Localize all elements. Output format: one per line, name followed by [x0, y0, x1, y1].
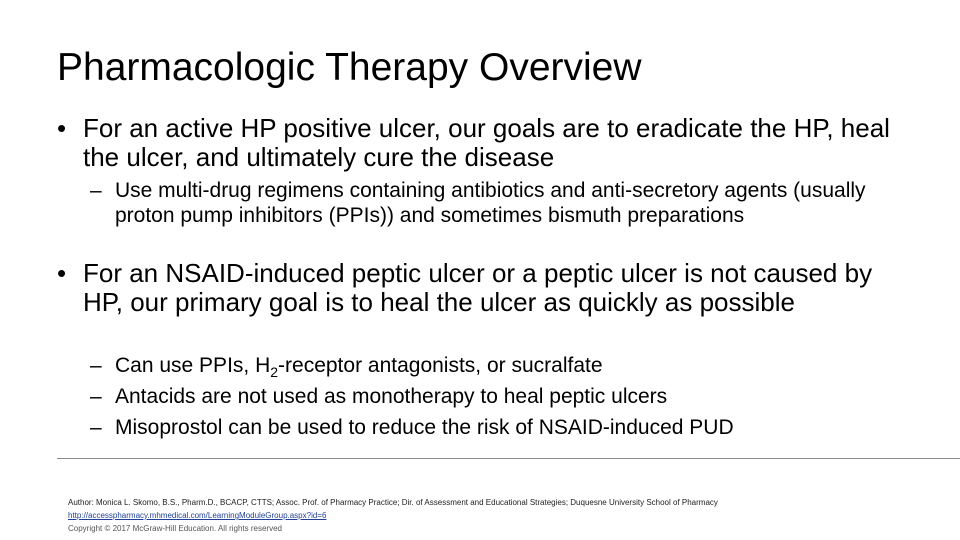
- footer-copyright: Copyright © 2017 McGraw-Hill Education. All rights reserved: [68, 524, 282, 533]
- sub-bullet-text-pre: Can use PPIs, H: [115, 354, 271, 377]
- sub-bullet-item-2-2: [90, 381, 890, 412]
- sub-bullet-item-2-3: [90, 412, 890, 443]
- sub-bullet-item-2-1: [90, 350, 890, 381]
- sub-bullet-marker: –: [90, 354, 102, 377]
- footer-divider: [57, 458, 960, 459]
- bullet-text: For an active HP positive ulcer, our goals are to eradicate the HP, heal the ulcer, and ultimately cure the disease: [83, 113, 890, 172]
- sub-bullet-text: Antacids are not used as monotherapy to heal peptic ulcers: [115, 385, 668, 408]
- bullet-marker: •: [57, 258, 67, 288]
- subscript-2: 2: [270, 364, 279, 380]
- sub-bullet-text-post: -receptor antagonists, or sucralfate: [278, 354, 603, 377]
- footer-author: Author: Monica L. Skomo, B.S., Pharm.D., BCACP, CTTS; Assoc. Prof. of Pharmacy Practice; Dir. of Assessment and Educational Strategies; Duquesne University School of Pharmacy: [68, 498, 718, 507]
- sub-bullet-item-1-1: [90, 178, 890, 228]
- bullet-item-1: [57, 114, 917, 172]
- bullet-text: For an NSAID-induced peptic ulcer or a peptic ulcer is not caused by HP, our primary goal is to heal the ulcer as quickly as possible: [83, 258, 873, 317]
- sub-bullet-text: Misoprostol can be used to reduce the risk of NSAID-induced PUD: [115, 416, 734, 439]
- sub-bullet-marker: –: [90, 385, 102, 408]
- sub-bullet-text: [115, 350, 890, 381]
- bullet-item-2: [57, 259, 917, 317]
- bullet-marker: •: [57, 113, 67, 143]
- sub-bullet-marker: –: [90, 179, 102, 202]
- footer-link[interactable]: http://accesspharmacy.mhmedical.com/LearningModuleGroup.aspx?id=6: [68, 511, 327, 520]
- slide-title: Pharmacologic Therapy Overview: [57, 46, 642, 89]
- sub-bullet-text: Use multi-drug regimens containing antibiotics and anti-secretory agents (usually proton pump inhibitors (PPIs)) and sometimes bismuth preparations: [115, 179, 866, 227]
- sub-bullet-marker: –: [90, 416, 102, 439]
